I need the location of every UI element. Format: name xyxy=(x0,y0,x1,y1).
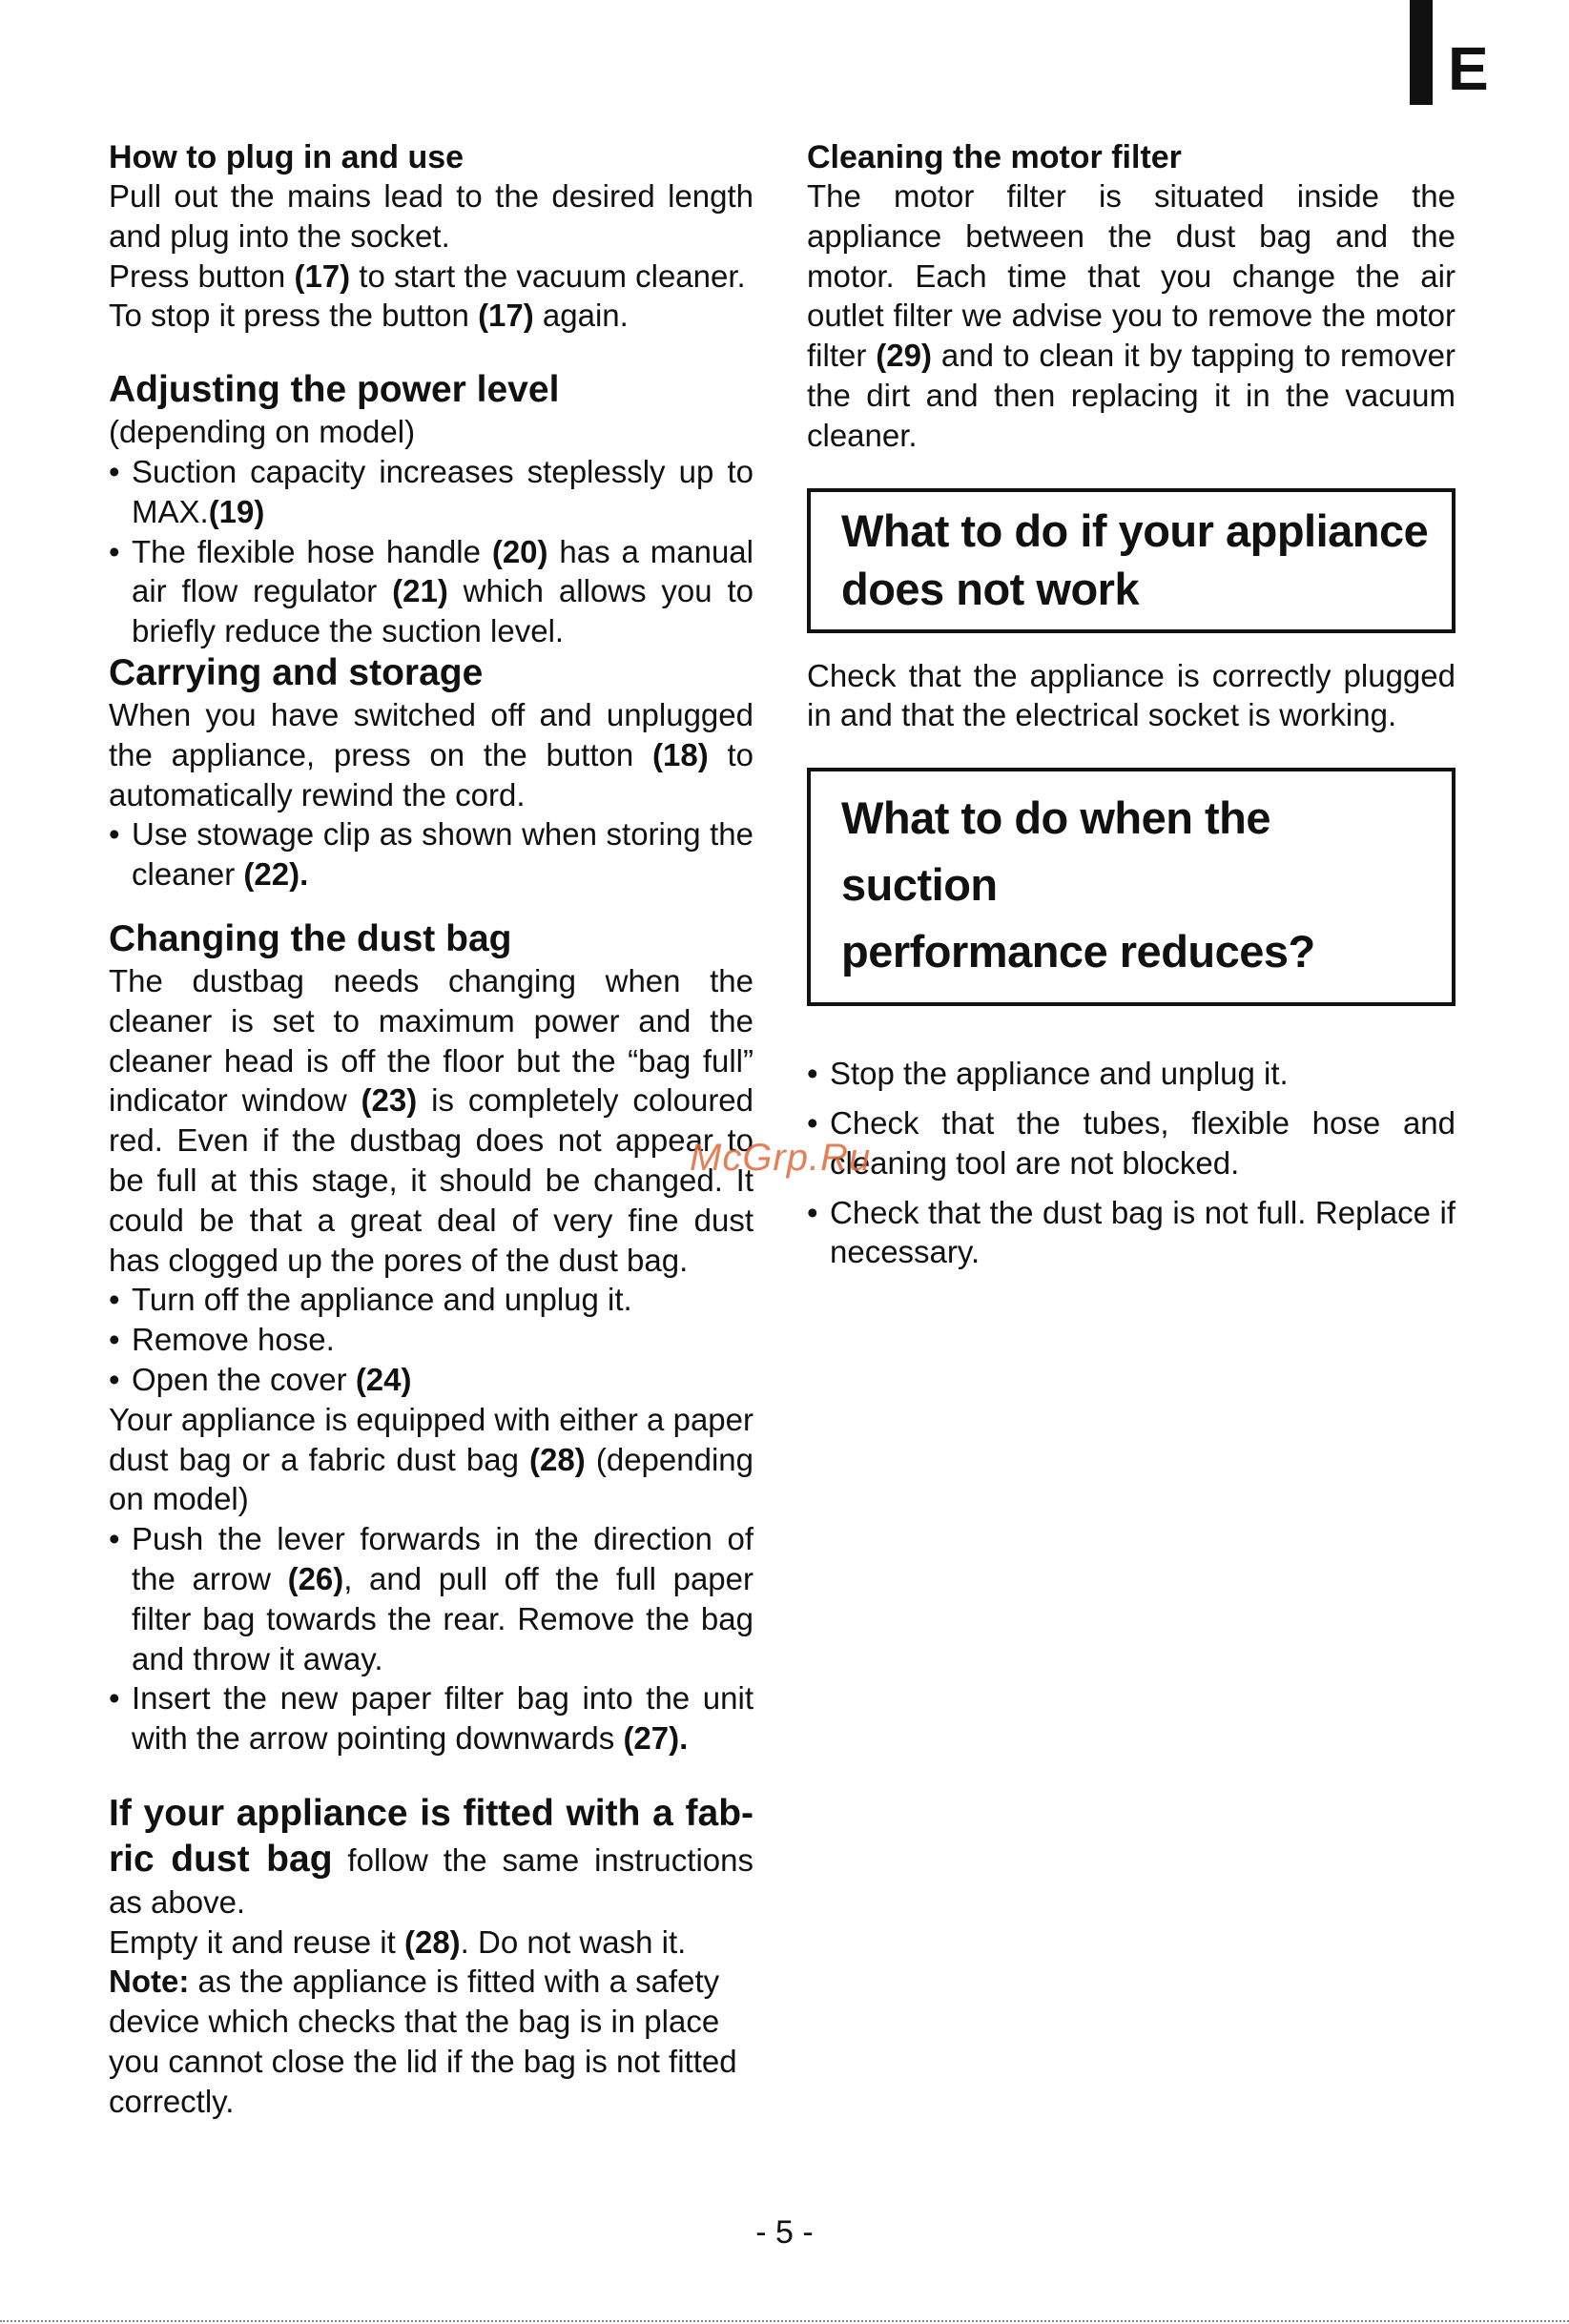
boxed-heading-does-not-work: What to do if your appliance does not work xyxy=(807,488,1455,633)
heading-dust-bag: Changing the dust bag xyxy=(109,917,512,959)
motor-paragraph: The motor filter is situated inside the appliance between the dust bag and the motor. Each time that you change the air outlet filter we advise you to remove the motor filter (29) and to clean it by tapping to remover the dirt and then replacing it in the vacuum cleaner. xyxy=(807,178,1455,453)
heading-carrying-storage: Carrying and storage xyxy=(109,651,484,693)
list-item: • Turn off the appliance and unplug it. xyxy=(109,1280,754,1320)
power-bullets xyxy=(109,452,754,651)
list-item: • Check that the tubes, flexible hose and cleaning tool are not blocked. xyxy=(807,1103,1455,1183)
section-carrying-storage xyxy=(109,651,754,895)
plug-paragraph-3: To stop it press the button (17) again. xyxy=(109,298,629,334)
list-item: • Stop the appliance and unplug it. xyxy=(807,1054,1455,1094)
carry-bullets xyxy=(109,814,754,895)
list-item: • Push the lever forwards in the direction of the arrow (26), and pull off the full paper filter bag towards the rear. Remove the bag and throw it away. xyxy=(109,1519,754,1678)
language-tab-letter: E xyxy=(1448,34,1489,103)
heading-fabric-bag: If your appliance is fitted with a fab-ric dust bag xyxy=(109,1792,754,1880)
carry-paragraph: When you have switched off and unplugged the appliance, press on the button (18) to automatically rewind the cord. xyxy=(109,696,754,812)
heading-motor-filter: Cleaning the motor filter xyxy=(807,139,1182,175)
dust-bullets-1 xyxy=(109,1280,754,1399)
list-item: • Open the cover (24) xyxy=(109,1360,754,1400)
section-suction-reduces xyxy=(807,768,1455,1272)
section-dust-bag xyxy=(109,917,754,1758)
boxed-heading-suction: What to do when the suction performance reduces? xyxy=(807,768,1455,1006)
fabric-paragraph-2: Empty it and reuse it (28). Do not wash it. xyxy=(109,1923,687,1960)
heading-power-level: Adjusting the power level xyxy=(109,369,560,411)
section-fabric-bag xyxy=(109,1791,754,2122)
section-plug-in xyxy=(109,138,754,336)
language-tab-bar xyxy=(1410,0,1433,105)
section-power-level xyxy=(109,368,754,651)
fabric-note: Note: as the appliance is fitted with a safety device which checks that the bag is in place you cannot close the lid if the bag is not fitted correctly. xyxy=(109,1964,737,2119)
left-column xyxy=(109,138,754,2122)
list-item: • Check that the dust bag is not full. Replace if necessary. xyxy=(807,1193,1455,1273)
watermark: McGrp.Ru xyxy=(690,1137,872,1179)
bottom-divider xyxy=(0,2320,1569,2323)
dust-bullets-2 xyxy=(109,1519,754,1758)
heading-plug-in: How to plug in and use xyxy=(109,139,465,175)
list-item: • Use stowage clip as shown when storing the cleaner (22). xyxy=(109,814,754,895)
dust-paragraph-1: The dustbag needs changing when the cleaner is set to maximum power and the cleaner head is off the floor but the “bag full” indicator window (23) is completely coloured red. Even if the dustbag does not appear to be full at this stage, it should be changed. It could be that a great deal of very fine dust has clogged up the pores of the dust bag. xyxy=(109,962,754,1278)
list-item: • The flexible hose handle (20) has a manual air flow regulator (21) which allows you to briefly reduce the suction level. xyxy=(109,532,754,651)
power-subtitle: (depending on model) xyxy=(109,414,416,450)
list-item: • Insert the new paper filter bag into the unit with the arrow pointing downwards (27). xyxy=(109,1678,754,1758)
dust-paragraph-2: Your appliance is equipped with either a paper dust bag or a fabric dust bag (28) (depending on model) xyxy=(109,1401,754,1517)
section-motor-filter xyxy=(807,138,1455,456)
fabric-paragraph-1: If your appliance is fitted with a fab-ric dust bag follow the same instructions as above. xyxy=(109,1792,754,1920)
right-column xyxy=(807,138,1455,1282)
page-number: - 5 - xyxy=(755,2214,814,2251)
list-item: • Suction capacity increases steplessly up to MAX.(19) xyxy=(109,452,754,532)
does-not-work-paragraph: Check that the appliance is correctly plugged in and that the electrical socket is working. xyxy=(807,657,1455,733)
list-item: • Remove hose. xyxy=(109,1320,754,1360)
section-does-not-work xyxy=(807,488,1455,736)
suction-bullets xyxy=(807,1054,1455,1272)
note-label: Note: xyxy=(109,1964,190,2000)
plug-paragraph-1: Pull out the mains lead to the desired length and plug into the socket. xyxy=(109,178,754,254)
plug-paragraph-2: Press button (17) to start the vacuum cleaner. xyxy=(109,257,746,294)
